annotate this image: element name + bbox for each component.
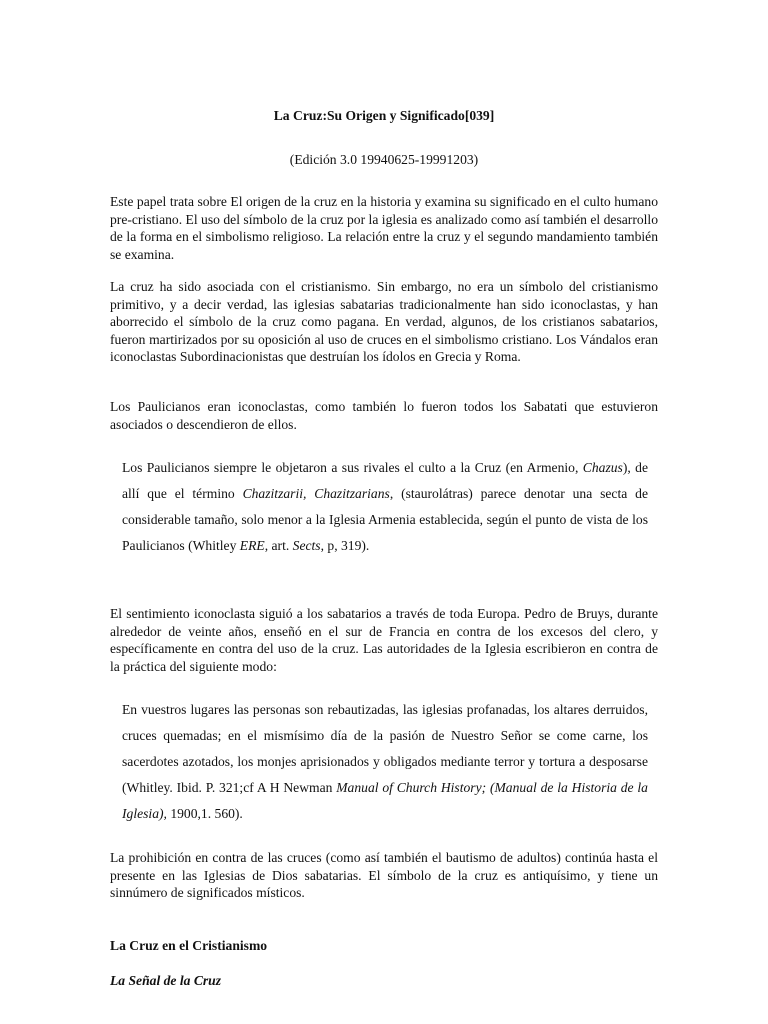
quote-text: , p, 319).	[320, 538, 370, 553]
quote-italic-citation: Manual of Church History; (Manual de la Historia de la Iglesia),	[122, 780, 648, 821]
section-heading: La Cruz en el Cristianismo	[110, 938, 268, 953]
quote-italic-term: ERE	[239, 538, 265, 553]
quote-italic-term: Chazus	[582, 460, 623, 475]
paragraph-intro: Este papel trata sobre El origen de la cruz en la historia y examina su significado en el culto humano pre-cristiano. El uso del símbolo de la cruz por la iglesia es analizado como así también el desarrollo de la forma en el simbolismo religioso. La relación entre la cruz y el segundo mandamiento también se examina.	[110, 194, 658, 262]
quote-italic-term: Sects	[292, 538, 321, 553]
quote-text: , (staurolátras) parece denotar una secta de considerable tamaño, solo menor a la Iglesia Armenia establecida, según el punto de vista de los Paulicianos (Whitley	[122, 486, 648, 553]
paragraph-cross-association: La cruz ha sido asociada con el cristianismo. Sin embargo, no era un símbolo del cristianismo primitivo, y a decir verdad, las iglesias sabatarias tradicionalmente han sido iconoclastas, y han aborrecido el símbolo de la cruz como pagana. En verdad, algunos, de los cristianos sabatarios, fueron martirizados por su oposición al uso de cruces en el simbolismo cristiano. Los Vándalos eran iconoclastas Subordinacionistas que destruían los ídolos en Grecia y Roma.	[110, 279, 658, 365]
quote-text: , art.	[264, 538, 293, 553]
block-quote-paulicians	[122, 455, 648, 559]
section-subheading: La Señal de la Cruz	[110, 973, 222, 988]
document-title: La Cruz:Su Origen y Significado[039]	[273, 108, 495, 123]
edition-line: (Edición 3.0 19940625-19991203)	[289, 152, 479, 167]
quote-text: En vuestros lugares las personas son rebautizadas, las iglesias profanadas, los altares derruidos, cruces quemadas; en el mismísimo día de la pasión de Nuestro Señor se come carne, los sacerdotes azotados, los monjes aprisionados y obligados mediante terror y tortura a desposarse (Whitley. Ibid. P. 321;cf A H Newman	[122, 702, 648, 795]
paragraph-iconoclast-sentiment: El sentimiento iconoclasta siguió a los sabatarios a través de toda Europa. Pedro de Bruys, durante alrededor de veinte años, enseñó en el sur de Francia en contra de los excesos del clero, y específicamente en contra del uso de la cruz. Las autoridades de la Iglesia escribieron en contra de la práctica del siguiente modo:	[110, 606, 658, 674]
block-quote-church-authorities	[122, 697, 648, 827]
quote-text: 1900,1. 560).	[166, 806, 243, 821]
paragraph-prohibition: La prohibición en contra de las cruces (como así también el bautismo de adultos) continúa hasta el presente en las Iglesias de Dios sabatarias. El símbolo de la cruz es antiquísimo, y tiene un sinnúmero de significados místicos.	[110, 850, 658, 901]
quote-text: Los Paulicianos siempre le objetaron a sus rivales el culto a la Cruz (en Armenio,	[122, 460, 583, 475]
quote-text: ), de allí que el término	[122, 460, 649, 501]
paragraph-paulicians: Los Paulicianos eran iconoclastas, como también lo fueron todos los Sabatati que estuvieron asociados o descendieron de ellos.	[110, 399, 658, 432]
quote-italic-term: Chazitzarii, Chazitzarians	[242, 486, 390, 501]
